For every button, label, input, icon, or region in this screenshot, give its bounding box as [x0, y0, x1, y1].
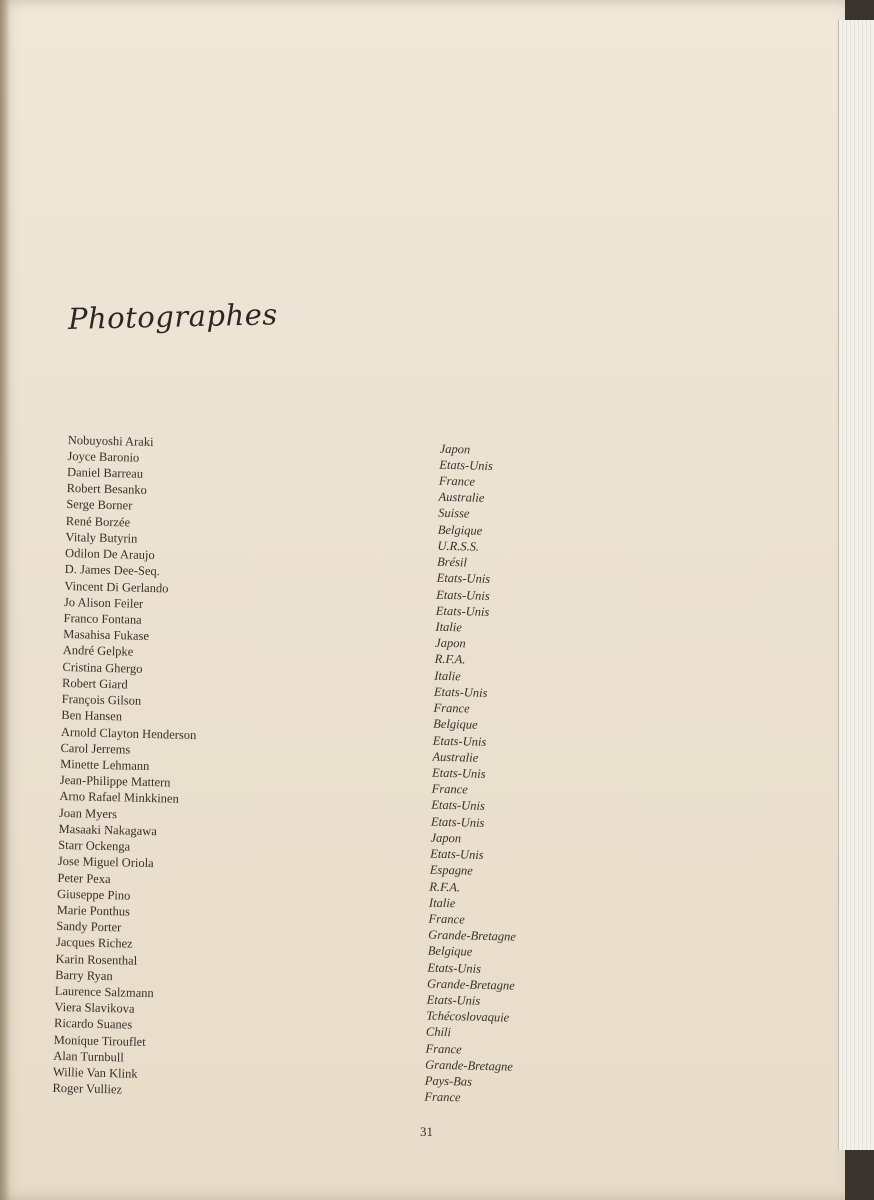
page-number: 31: [420, 1124, 433, 1139]
photographer-country: Grande-Bretagne: [425, 1057, 514, 1074]
photographer-country: Grande-Bretagne: [426, 976, 515, 993]
photographer-country: Etats-Unis: [427, 960, 482, 976]
photographer-name: Peter Pexa: [57, 870, 111, 886]
photographer-name: Carol Jerrems: [60, 740, 131, 757]
photographer-name: René Borzée: [65, 513, 131, 530]
photographer-name: Barry Ryan: [55, 967, 113, 984]
photographer-country: Etats-Unis: [431, 765, 486, 781]
photographer-name: Robert Besanko: [66, 481, 148, 498]
photographer-country: Belgique: [437, 522, 483, 538]
photographer-name: Franco Fontana: [63, 610, 142, 627]
photographer-name: Giuseppe Pino: [56, 886, 131, 903]
photographer-country: Etats-Unis: [431, 798, 485, 814]
photographer-country: France: [425, 1041, 462, 1057]
book-binding: [0, 0, 10, 1200]
photographer-country: Italie: [434, 668, 461, 683]
photographer-country: Espagne: [429, 862, 473, 878]
photographer-country: Italie: [428, 895, 456, 910]
photographer-name: Willie Van Klink: [52, 1064, 138, 1081]
photographer-country: Grande-Bretagne: [428, 927, 517, 944]
photographer-name: Ben Hansen: [61, 708, 123, 724]
photographer-name: Joyce Baronio: [67, 448, 140, 465]
page-stack-edge: [838, 20, 874, 1150]
photographer-country: U.R.S.S.: [437, 538, 480, 554]
photographer-name: Jean-Philippe Mattern: [59, 773, 171, 790]
photographer-country: Tchécoslovaquie: [426, 1008, 510, 1025]
photographer-country: Belgique: [427, 944, 473, 960]
photographer-name: Daniel Barreau: [66, 465, 144, 481]
photographer-name: Roger Vulliez: [52, 1081, 123, 1097]
photographer-name: Sandy Porter: [56, 919, 122, 935]
photographer-name: Masahisa Fukase: [63, 627, 150, 644]
photographer-country: Pays-Bas: [424, 1073, 473, 1089]
photographer-name: Jose Miguel Oriola: [57, 854, 154, 871]
photographer-name: Vincent Di Gerlando: [64, 578, 169, 595]
photographer-name: Ricardo Suanes: [53, 1016, 133, 1033]
photographer-name: André Gelpke: [62, 643, 134, 660]
photographer-country: Etats-Unis: [439, 457, 493, 473]
photographer-country: Belgique: [433, 717, 478, 733]
photographer-name: Laurence Salzmann: [54, 983, 154, 1001]
photographer-name: Masaaki Nakagawa: [58, 821, 158, 839]
photographer-country: Brésil: [436, 554, 468, 570]
photographer-country: Etats-Unis: [429, 846, 484, 862]
photographer-country: Etats-Unis: [432, 733, 487, 749]
photographer-name: Karin Rosenthal: [55, 951, 138, 968]
page-title: Photographes: [67, 297, 279, 336]
photographer-name: Joan Myers: [58, 805, 118, 821]
photographer-country: Japon: [430, 830, 462, 846]
photographer-country: France: [428, 911, 465, 927]
photographer-name: Nobuyoshi Araki: [67, 432, 154, 449]
photographer-country: Australie: [432, 749, 479, 765]
photographer-name: D. James Dee-Seq.: [64, 562, 161, 579]
photographer-country: Australie: [438, 490, 485, 506]
photographer-country: Japon: [439, 441, 471, 457]
photographer-name: Minette Lehmann: [60, 756, 150, 773]
photographer-country: France: [424, 1089, 461, 1105]
photographer-country: Japon: [434, 635, 466, 651]
photographer-name: Arno Rafael Minkkinen: [59, 789, 179, 807]
photographer-name: François Gilson: [61, 692, 142, 708]
photographer-name: Odilon De Araujo: [64, 546, 155, 563]
photographer-country: Etats-Unis: [435, 603, 490, 619]
photographer-name: Alan Turnbull: [53, 1048, 124, 1065]
photographer-name: Arnold Clayton Henderson: [60, 724, 197, 742]
photographer-country: Suisse: [438, 506, 470, 521]
photographer-country: Italie: [435, 619, 463, 635]
photographer-name: Jo Alison Feiler: [63, 594, 144, 611]
photographer-name: Serge Borner: [66, 497, 133, 514]
photographer-country: Etats-Unis: [426, 992, 481, 1008]
photographer-list: [52, 432, 588, 1109]
photographer-name: Marie Ponthus: [56, 902, 131, 919]
photographer-country: Etats-Unis: [436, 587, 490, 603]
photographer-name: Jacques Richez: [55, 935, 133, 952]
photographer-country: R.F.A.: [434, 652, 466, 667]
photographer-country: France: [431, 781, 468, 797]
photographer-country: R.F.A.: [429, 879, 461, 894]
photographer-country: Etats-Unis: [430, 814, 485, 830]
photographer-name: Monique Tirouflet: [53, 1032, 146, 1049]
photographer-country: Etats-Unis: [436, 571, 491, 587]
photographer-name: Cristina Ghergo: [62, 659, 143, 676]
photographer-country: Chili: [425, 1025, 452, 1040]
photographer-name: Vitaly Butyrin: [65, 529, 138, 546]
photographer-country: France: [438, 473, 476, 489]
photographer-name: Robert Giard: [61, 675, 128, 692]
photographer-country: Etats-Unis: [433, 684, 488, 700]
photographer-name: Starr Ockenga: [58, 837, 131, 854]
photographer-name: Viera Slavikova: [54, 1000, 135, 1016]
photographer-country: France: [433, 700, 470, 716]
